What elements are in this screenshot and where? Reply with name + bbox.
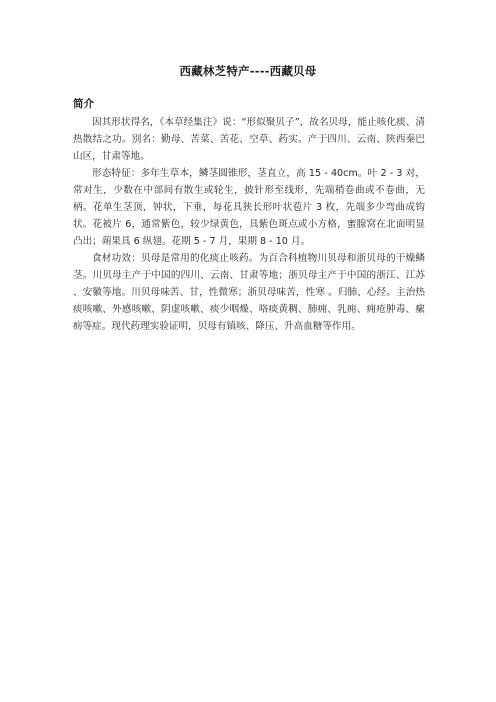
paragraph-origin: 因其形状得名，《本草经集注》说：“形似聚贝子”，故名贝母，能止咳化痰、清热散结之功。别名：勤母、苦菜、苦花、空草、药实。产于四川、云南、陕西秦巴山区，甘肃等地。: [73, 117, 425, 162]
paragraph-morphology: 形态特征：多年生草本，鳞茎圆锥形，茎直立，高 15 - 40cm。叶 2 - 3 对，常对生，少数在中部间有散生或轮生，披针形至线形，先端稍卷曲或不卷曲，无柄。花单生茎顶，钟状，下垂，每花具狭长形叶状苞片 3 枚，先端多少弯曲成钩状。花被片 6，通常紫色，较少绿黄色，具紫色斑点或小方格，蜜腺窝在北面明显凸出；蒴果具 6 纵翅。花期 5 - 7 月，果期 8 - 10 月。: [73, 168, 425, 247]
document-title: 西藏林芝特产----西藏贝母: [179, 64, 317, 78]
paragraph-efficacy: 食材功效：贝母是常用的化痰止咳药。为百合科植物川贝母和浙贝母的干燥鳞茎。川贝母主产于中国的四川、云南、甘肃等地；浙贝母主产于中国的浙江、江苏 、安徽等地。川贝母味苦、甘，性微寒；浙贝母味苦，性寒 。归肺、心经。主治热痰咳嗽、外感咳嗽、阴虚咳嗽、痰少咽燥、咯痰黄稠、肺痈、乳痈、痈疮肿毒、瘰疬等症。现代药理实验证明，贝母有镇咳、降压、升高血糖等作用。: [73, 253, 425, 332]
section-heading-intro: 简介: [73, 98, 94, 110]
body-text: [73, 114, 425, 335]
